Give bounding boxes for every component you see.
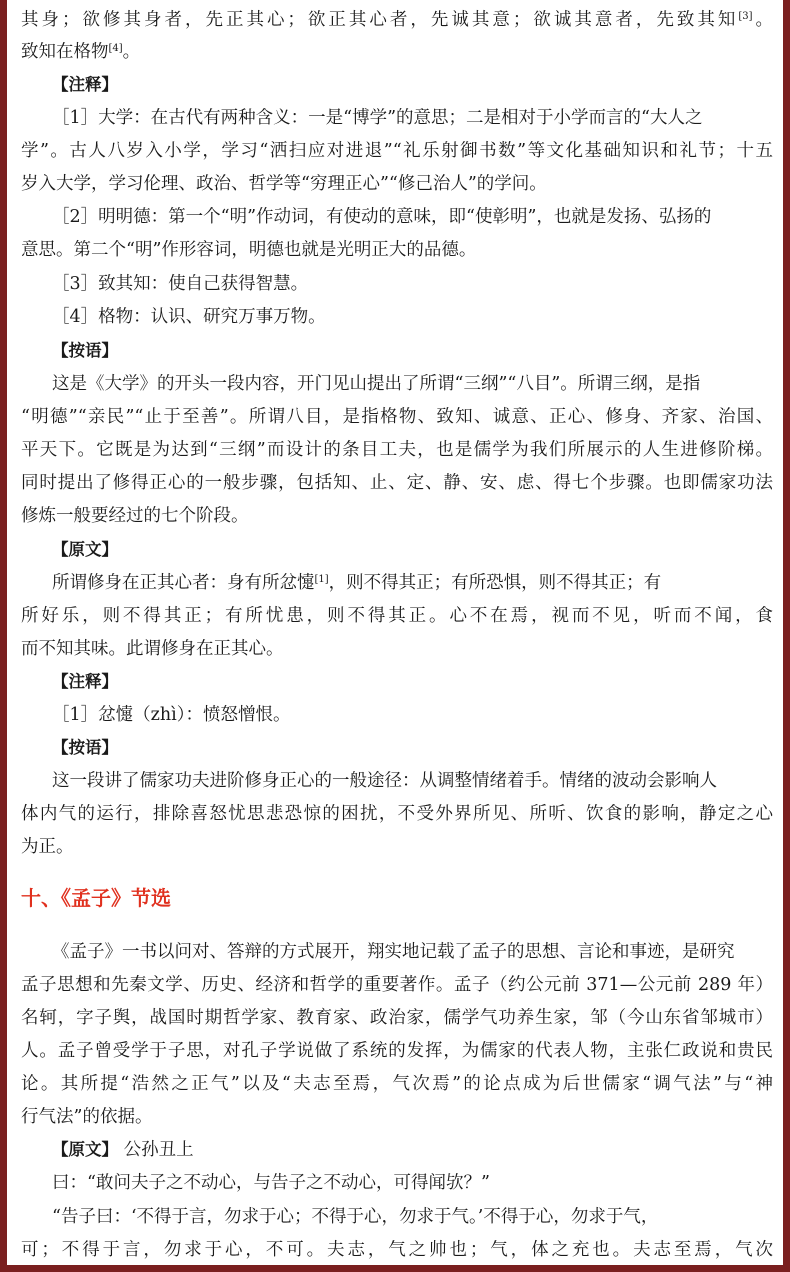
- text-run: 曰：“敢问夫子之不动心，与告子之不动心，可得闻欤？”: [52, 1173, 490, 1193]
- text-run: 致知在格物: [21, 42, 109, 62]
- text-run: 【注释】: [52, 672, 118, 691]
- text-line: [52, 205, 773, 229]
- text-run: 所谓修身在正其心者：身有所忿懥: [52, 573, 315, 593]
- text-run: 论。其所提“浩然之正气”以及“夫志至焉，气次焉”的论点成为后世儒家“调气法”与“神: [21, 1074, 773, 1094]
- text-line: [21, 1105, 773, 1129]
- text-run: 岁入大学，学习伦理、政治、哲学等“穷理正心”“修己治人”的学问。: [21, 174, 547, 194]
- section-label: 【原文】: [52, 1140, 118, 1159]
- section-label: [52, 736, 773, 760]
- text-line: [52, 1171, 773, 1195]
- text-run: 可；不得于言，勿求于心，不可。夫志，气之帅也；气，体之充也。夫志至焉，气次: [21, 1240, 773, 1260]
- text-line: [21, 8, 773, 32]
- text-run: 【按语】: [52, 341, 118, 360]
- text-line: [52, 106, 773, 130]
- text-run: ［4］格物：认识、研究万事万物。: [52, 307, 326, 327]
- text-run: 这是《大学》的开头一段内容，开门见山提出了所谓“三纲”“八目”。所谓三纲，是指: [52, 374, 701, 394]
- text-line: [52, 1138, 773, 1162]
- text-line: [21, 1072, 773, 1096]
- text-line: [21, 604, 773, 628]
- text-run: 孟子思想和先秦文学、历史、经济和哲学的重要著作。孟子（约公元前 371—公元前 289 年）: [21, 975, 773, 995]
- text-run: 平天下。它既是为达到“三纲”而设计的条目工夫，也是儒学为我们所展示的人生进修阶梯。: [21, 440, 773, 460]
- text-run: 学”。古人八岁入小学，学习“洒扫应对进退”“礼乐射御书数”等文化基础知识和礼节；十五: [21, 141, 773, 161]
- text-run: 【原文】: [52, 540, 118, 559]
- text-run: 行气法”的依据。: [21, 1107, 153, 1127]
- text-run: 其身；欲修其身者，先正其心；欲正其心者，先诚其意；欲诚其意者，先致其知: [21, 10, 739, 30]
- text-line: [21, 835, 773, 859]
- text-line: [21, 637, 773, 661]
- text-run: ［1］忿懥（zhì）：愤怒憎恨。: [52, 705, 291, 725]
- text-run: 【按语】: [52, 738, 118, 757]
- text-run: “明德”“亲民”“止于至善”。所谓八目，是指格物、致知、诚意、正心、修身、齐家、治国、: [21, 407, 773, 427]
- text-run: 所好乐，则不得其正；有所忧患，则不得其正。心不在焉，视而不见，听而不闻，食: [21, 606, 773, 626]
- text-run: 这一段讲了儒家功夫进阶修身正心的一般途径：从调整情绪着手。情绪的波动会影响人: [52, 771, 717, 791]
- text-run: 名轲，字子舆，战国时期哲学家、教育家、政治家，儒学气功养生家，邹（今山东省邹城市）: [21, 1008, 773, 1028]
- text-run: ［1］大学：在古代有两种含义：一是“博学”的意思；二是相对于小学而言的“大人之: [52, 108, 703, 128]
- text-run: “告子曰：‘不得于言，勿求于心；不得于心，勿求于气。’不得于心，勿求于气，: [52, 1207, 659, 1227]
- text-run: 人。孟子曾受学于子思，对孔子学说做了系统的发挥，为儒家的代表人物，主张仁政说和贵民: [21, 1041, 773, 1061]
- text-run: 。: [752, 10, 774, 30]
- text-run: 而不知其味。此谓修身在正其心。: [21, 639, 284, 659]
- text-line: [21, 172, 773, 196]
- text-run: 《孟子》一书以问对、答辩的方式展开，翔实地记载了孟子的思想、言论和事迹，是研究: [52, 942, 735, 962]
- text-run: 公孙丑上: [118, 1140, 194, 1160]
- document-body: [7, 0, 783, 1265]
- text-run: 同时提出了修得正心的一般步骤，包括知、止、定、静、安、虑、得七个步骤。也即儒家功法: [21, 473, 773, 493]
- text-line: [21, 1039, 773, 1063]
- text-line: [21, 1238, 773, 1262]
- footnote-marker: [3]: [738, 11, 753, 22]
- text-line: [21, 471, 773, 495]
- text-line: [21, 1006, 773, 1030]
- footnote-marker: [4]: [108, 43, 123, 54]
- text-run: 。: [122, 42, 141, 62]
- text-line: [21, 973, 773, 997]
- text-line: [52, 305, 773, 329]
- text-run: 修炼一般要经过的七个阶段。: [21, 506, 249, 526]
- footnote-marker: [1]: [314, 574, 329, 585]
- section-label: [52, 538, 773, 562]
- text-line: [52, 372, 773, 396]
- text-line: [52, 703, 773, 727]
- section-label: [52, 73, 773, 97]
- text-run: ［2］明明德：第一个“明”作动词，有使动的意味，即“使彰明”，也就是发扬、弘扬的: [52, 207, 712, 227]
- text-run: 为正。: [21, 837, 74, 857]
- section-label: [52, 339, 773, 363]
- text-line: [52, 571, 773, 595]
- text-run: 意思。第二个“明”作形容词，明德也就是光明正大的品德。: [21, 240, 477, 260]
- section-title: 十、《孟子》节选: [21, 886, 171, 910]
- section-label: [52, 670, 773, 694]
- text-line: [21, 139, 773, 163]
- text-line: [21, 802, 773, 826]
- text-line: [21, 40, 773, 64]
- text-line: [52, 1205, 773, 1229]
- text-line: [21, 504, 773, 528]
- text-line: [21, 238, 773, 262]
- text-run: ［3］致其知：使自己获得智慧。: [52, 274, 309, 294]
- text-line: [52, 272, 773, 296]
- text-line: [21, 438, 773, 462]
- text-run: 体内气的运行，排除喜怒忧思悲恐惊的困扰，不受外界所见、所听、饮食的影响，静定之心: [21, 804, 773, 824]
- text-line: [52, 940, 773, 964]
- text-line: [52, 769, 773, 793]
- text-run: 【注释】: [52, 75, 118, 94]
- text-run: ，则不得其正；有所恐惧，则不得其正；有: [328, 573, 662, 593]
- text-line: [21, 405, 773, 429]
